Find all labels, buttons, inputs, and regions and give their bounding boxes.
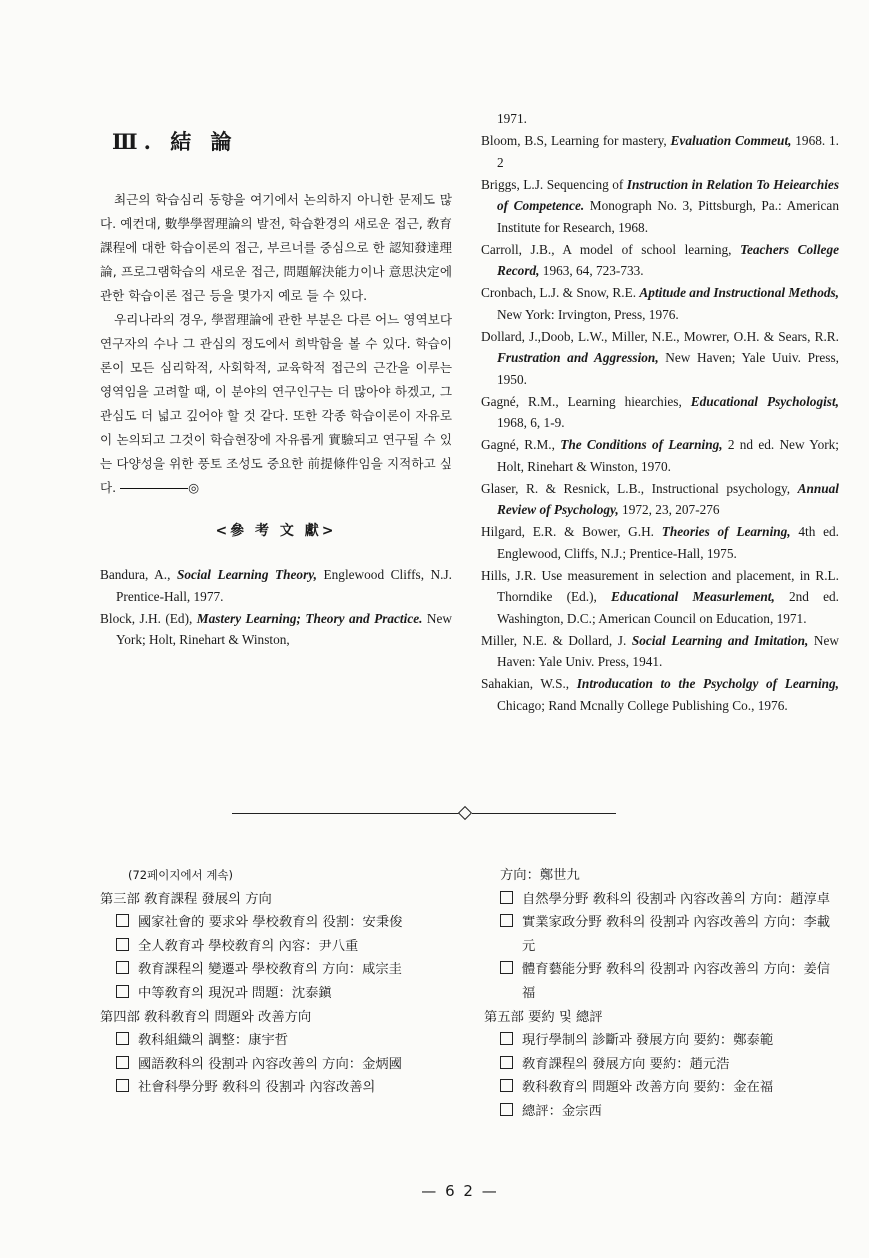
reference-italic: Frustration and Aggression, xyxy=(497,350,659,365)
reference-after: New Haven; Yale Uuiv. Press, 1950. xyxy=(497,350,839,387)
reference-after: 1972, 23, 207-276 xyxy=(618,502,720,517)
reference-after: 1968, 6, 1-9. xyxy=(497,415,565,430)
reference-entry xyxy=(481,391,839,434)
toc-text: 第四部 敎科敎育의 問題와 改善方向 xyxy=(100,1009,312,1025)
left-column xyxy=(100,118,452,651)
toc-part-heading xyxy=(100,888,454,912)
reference-after: 1968. 1. 2 xyxy=(497,133,839,170)
checkbox-icon xyxy=(500,1103,513,1116)
section-divider xyxy=(232,807,616,821)
reference-entry xyxy=(481,239,839,282)
reference-italic: Educational Psychologist, xyxy=(690,393,839,409)
toc-text: 敎育課程의 變遷과 學校敎育의 方向：咸宗圭 xyxy=(138,962,402,978)
reference-before: Miller, N.E. & Dollard, J. xyxy=(481,632,632,648)
reference-after: 1963, 64, 723-733. xyxy=(539,263,644,278)
toc-item xyxy=(484,1029,840,1053)
toc-item xyxy=(100,1076,454,1100)
conclusion-paragraph-2 xyxy=(100,308,452,500)
conclusion-paragraph-1: 최근의 학습심리 동향을 여기에서 논의하지 아니한 문제도 많다. 예컨대, 數學學習理論의 발전, 학습환경의 새로운 접근, 敎育課程에 대한 학습이론의 접근, 부르너를 중심으로 한 認知發達理論, 프로그램학습의 새로운 접근, 問題解決能力이나 意思決定에 관한 학습이론 접근 등을 몇가지 예로 들 수 있다. xyxy=(100,192,452,303)
reference-before: Bloom, B.S, Learning for mastery, xyxy=(481,133,671,148)
checkbox-icon xyxy=(500,1079,513,1092)
toc-text: 體育藝能分野 敎科의 役割과 內容改善의 方向：姜信福 xyxy=(522,962,831,1001)
reference-italic: Aptitude and Instructional Methods, xyxy=(639,285,839,300)
reference-before: Briggs, L.J. Sequencing of xyxy=(481,176,627,192)
reference-italic: Evaluation Commeut, xyxy=(670,133,792,148)
reference-entry xyxy=(100,608,452,651)
toc-item xyxy=(484,888,840,912)
references-right xyxy=(481,130,839,716)
reference-entry xyxy=(481,521,839,564)
reference-italic: The Conditions of Learning, xyxy=(560,437,723,452)
checkbox-icon xyxy=(500,891,513,904)
references-left xyxy=(100,564,452,651)
toc-item xyxy=(484,1100,840,1124)
toc-item xyxy=(484,1053,840,1077)
divider-line-left xyxy=(232,813,460,814)
toc-text: 自然學分野 敎科의 役割과 內容改善의 方向：趙淳卓 xyxy=(522,891,831,907)
checkbox-icon xyxy=(116,985,129,998)
toc-item-continuation xyxy=(484,864,840,888)
toc-part-heading xyxy=(484,1006,840,1030)
reference-entry xyxy=(481,326,839,391)
checkbox-icon xyxy=(500,961,513,974)
reference-after: 2nd ed. Washington, D.C.; American Council on Education, 1971. xyxy=(497,589,840,626)
toc-text: 敎科組織의 調整：康宇哲 xyxy=(138,1033,289,1049)
divider-line-right xyxy=(472,813,616,814)
reference-after: New York; Holt, Rinehart & Winston, xyxy=(116,610,452,647)
reference-italic: Educational Measurlement, xyxy=(611,589,775,604)
end-symbol: ◎ xyxy=(188,480,200,495)
toc-item xyxy=(484,911,840,958)
reference-after: 2 nd ed. New York; Holt, Rinehart & Winston, 1970. xyxy=(497,437,840,474)
page-number: — 6 2 — xyxy=(421,1182,499,1200)
toc-text: 方向：鄭世九 xyxy=(500,868,580,883)
reference-before: Hilgard, E.R. & Bower, G.H. xyxy=(481,524,662,539)
toc-text: 第三部 敎育課程 發展의 方向 xyxy=(100,891,272,907)
checkbox-icon xyxy=(500,914,513,927)
reference-before: Cronbach, L.J. & Snow, R.E. xyxy=(481,285,640,300)
reference-after: Englewood Cliffs, N.J. Prentice-Hall, 1977. xyxy=(116,567,452,604)
reference-italic: Mastery Learning; Theory and Practice. xyxy=(196,610,423,626)
toc-text: 敎育課程의 發展方向 要約：趙元浩 xyxy=(522,1056,730,1072)
reference-before: Dollard, J.,Doob, L.W., Miller, N.E., Mowrer, O.H. & Sears, R.R. xyxy=(481,328,839,344)
toc-text: 國語敎科의 役割과 內容改善의 方向：金炳國 xyxy=(138,1056,402,1072)
toc-left xyxy=(100,864,454,1100)
reference-entry xyxy=(100,564,452,607)
right-column xyxy=(481,108,839,717)
toc-text: 社會科學分野 敎科의 役割과 內容改善의 xyxy=(138,1080,376,1096)
toc-item xyxy=(100,982,454,1006)
checkbox-icon xyxy=(116,914,129,927)
toc-part-heading xyxy=(100,1006,454,1030)
reference-after: Monograph No. 3, Pittsburgh, Pa.: American Institute for Research, 1968. xyxy=(497,198,839,235)
checkbox-icon xyxy=(500,1056,513,1069)
toc-item xyxy=(484,1076,840,1100)
reference-before: Gagné, R.M., xyxy=(481,437,561,452)
reference-before: Glaser, R. & Resnick, L.B., Instructional psychology, xyxy=(481,480,798,496)
reference-italic: Social Learning and Imitation, xyxy=(631,632,809,648)
checkbox-icon xyxy=(116,1056,129,1069)
conclusion-body xyxy=(100,188,452,500)
reference-entry xyxy=(481,478,839,521)
reference-before: Block, J.H. (Ed), xyxy=(100,610,197,626)
references-heading: <參 考 文 獻> xyxy=(215,523,337,539)
end-mark xyxy=(116,480,199,495)
reference-continuation: 1971. xyxy=(497,111,527,126)
toc-left-items xyxy=(100,888,454,1100)
reference-before: Hills, J.R. Use measurement in selection and placement, in R.L. Thorndike (Ed.), xyxy=(481,567,839,604)
checkbox-icon xyxy=(500,1032,513,1045)
reference-after: New York: Irvington, Press, 1976. xyxy=(497,306,679,322)
reference-entry xyxy=(481,565,839,630)
toc-item xyxy=(100,935,454,959)
reference-before: Sahakian, W.S., xyxy=(481,676,577,691)
checkbox-icon xyxy=(116,938,129,951)
reference-entry xyxy=(481,174,839,239)
reference-entry xyxy=(481,630,839,673)
reference-italic: Teachers College Record, xyxy=(497,241,840,278)
reference-after: Chicago; Rand Mcnally College Publishing Co., 1976. xyxy=(497,697,788,713)
toc-item xyxy=(100,911,454,935)
reference-italic: Social Learning Theory, xyxy=(176,567,317,582)
reference-entry xyxy=(481,434,839,477)
section-heading: Ⅲ. 結 論 xyxy=(112,129,238,154)
toc-text: 敎科敎育의 問題와 改善方向 要約：金在福 xyxy=(522,1080,774,1096)
toc-right xyxy=(484,864,840,1124)
toc-text: 第五部 要約 및 總評 xyxy=(484,1009,603,1025)
checkbox-icon xyxy=(116,961,129,974)
checkbox-icon xyxy=(116,1079,129,1092)
toc-text: 總評：金宗西 xyxy=(522,1103,602,1119)
reference-after: New Haven: Yale Univ. Press, 1941. xyxy=(497,632,839,669)
toc-item xyxy=(100,958,454,982)
conclusion-paragraph-2-text: 우리나라의 경우, 學習理論에 관한 부분은 다른 어느 영역보다 연구자의 수나 그 관심의 정도에서 희박함을 볼 수 있다. 학습이론이 모든 심리학적, 사회학적, 교육학적 접근의 근간을 이루는 영역임을 고려할 때, 이 분야의 연구인구는 더 많아야 하겠고, 그 관심도 더 넓고 깊어야 할 것 같다. 또한 각종 학습이론이 자유로이 논의되고 그것이 학습현장에 자유롭게 實驗되고 연구될 수 있는 다양성을 위한 풍토 조성도 중요한 前提條件임을 지적하고 싶다. xyxy=(100,312,452,495)
reference-italic: Introducation to the Psycholgy of Learning, xyxy=(576,676,840,691)
reference-after: 4th ed. Englewood, Cliffs, N.J.; Prentice-Hall, 1975. xyxy=(497,524,839,561)
toc-text: 實業家政分野 敎科의 役割과 內容改善의 方向：李載元 xyxy=(522,915,831,954)
reference-italic: Instruction in Relation To Heiearchies of Competence. xyxy=(497,176,839,213)
toc-continuation-note: (72페이지에서 계속) xyxy=(128,868,234,882)
toc-item xyxy=(484,958,840,1005)
reference-before: Bandura, A., xyxy=(100,567,177,582)
reference-italic: Annual Review of Psychology, xyxy=(497,480,839,517)
reference-before: Carroll, J.B., A model of school learning, xyxy=(481,241,741,257)
toc-text: 現行學制의 診斷과 發展方向 要約：鄭泰範 xyxy=(522,1033,774,1049)
checkbox-icon xyxy=(116,1032,129,1045)
toc-text: 國家社會的 要求와 學校敎育의 役割：安秉俊 xyxy=(138,915,403,931)
diamond-icon xyxy=(458,806,472,820)
reference-entry xyxy=(481,673,839,716)
toc-item xyxy=(100,1029,454,1053)
reference-italic: Theories of Learning, xyxy=(661,524,791,539)
reference-entry xyxy=(481,282,839,325)
toc-right-items xyxy=(484,864,840,1124)
toc-text: 中等敎育의 現況과 問題：沈泰鎭 xyxy=(138,985,332,1001)
toc-text: 全人敎育과 學校敎育의 內容：尹八重 xyxy=(138,938,359,954)
reference-entry xyxy=(481,130,839,173)
toc-item xyxy=(100,1053,454,1077)
end-rule xyxy=(120,488,188,489)
reference-before: Gagné, R.M., Learning hiearchies, xyxy=(481,393,691,409)
